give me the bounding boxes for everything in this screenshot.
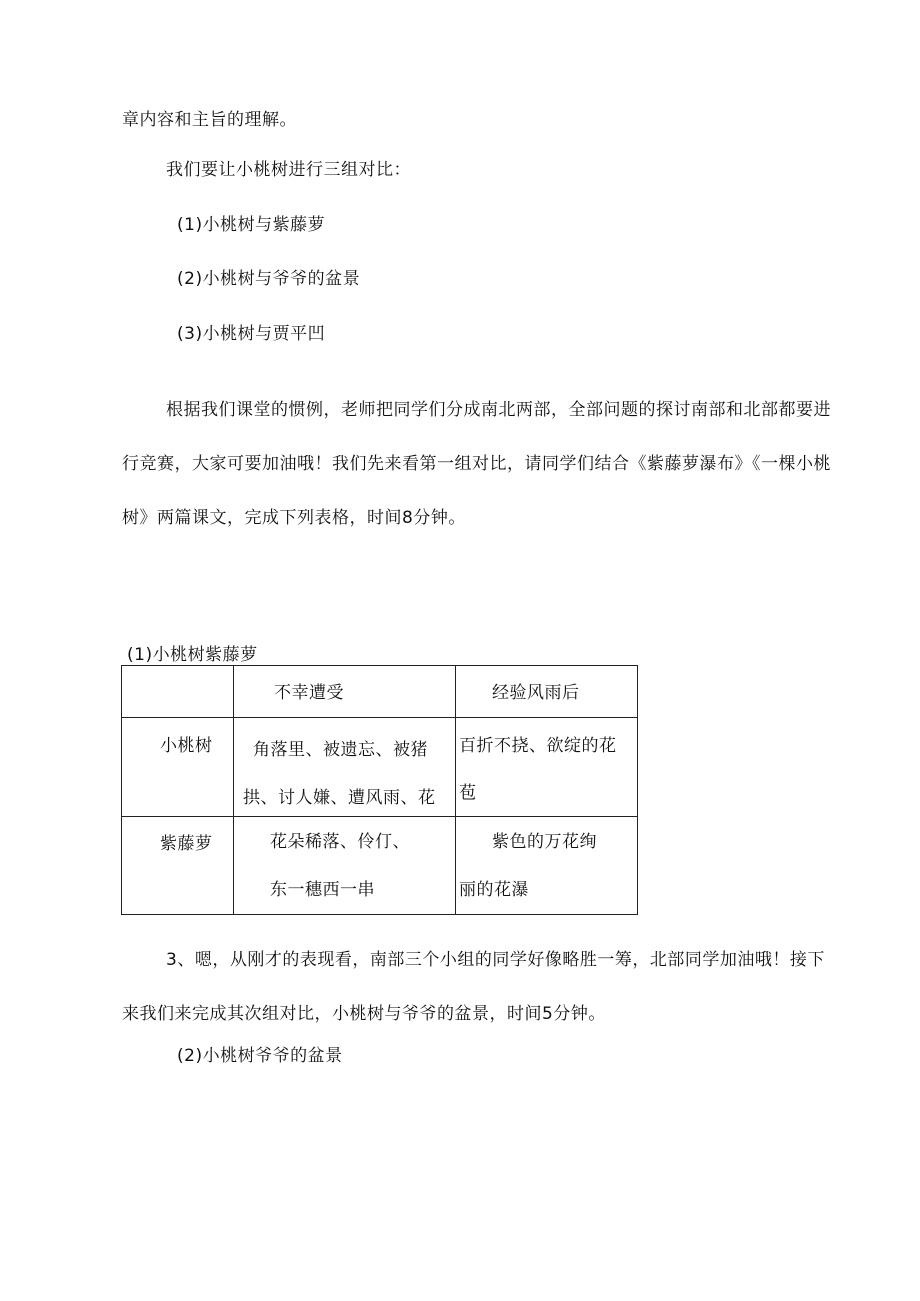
contrast-item-3: (3)小桃树与贾平凹: [177, 324, 326, 344]
cell-line: 花朵稀落、伶仃、: [270, 832, 410, 852]
cell-line: 紫色的万花绚: [492, 832, 597, 852]
row-label-peach-tree: 小桃树: [160, 736, 213, 756]
cell-line: 丽的花瀑: [459, 880, 529, 900]
table-header-cell: [456, 666, 638, 718]
table-header-row: [122, 666, 638, 718]
instruction-paragraph: 根据我们课堂的惯例，老师把同学们分成南北两部，全部问题的探讨南部和北部都要进行竞赛，大家可要加油哦！我们先来看第一组对比，请同学们结合《紫藤萝瀑布》《一棵小桃树》两篇课文，完成下列表格，时间8分钟。: [122, 400, 831, 528]
cell-line: 百折不挠、欲绽的花: [459, 736, 617, 756]
cell-line: 东一穗西一串: [270, 880, 375, 900]
table-cell: [234, 817, 456, 915]
paragraph-3: 3、嗯，从刚才的表现看，南部三个小组的同学好像略胜一筹，北部同学加油哦！接下来我们来完成其次组对比，小桃树与爷爷的盆景，时间5分钟。: [122, 950, 825, 1024]
header-after-storm: 经验风雨后: [492, 683, 580, 703]
contrast-item-2: (2)小桃树与爷爷的盆景: [177, 269, 361, 289]
table-row: [122, 817, 638, 915]
table-cell: [456, 817, 638, 915]
table1-caption: (1)小桃树紫藤萝: [127, 645, 258, 665]
header-misfortune: 不幸遭受: [274, 683, 344, 703]
table-cell: [234, 718, 456, 817]
intro-tail-text: 章内容和主旨的理解。: [122, 110, 297, 130]
table-header-cell: [234, 666, 456, 718]
cell-line: 苞: [459, 783, 477, 803]
table-header-cell: [122, 666, 234, 718]
contrast-item-1: (1)小桃树与紫藤萝: [177, 215, 326, 235]
row-label-wisteria: 紫藤萝: [160, 834, 213, 854]
cell-line: 拱、讨人嫌、遭风雨、花: [243, 788, 436, 808]
comparison-table: [121, 665, 638, 915]
table-cell: [122, 718, 234, 817]
table-cell: [456, 718, 638, 817]
table-row: [122, 718, 638, 817]
table-cell: [122, 817, 234, 915]
cell-line: 角落里、被遗忘、被猪: [253, 740, 428, 760]
table2-caption: (2)小桃树爷爷的盆景: [177, 1046, 343, 1066]
contrast-intro-text: 我们要让小桃树进行三组对比：: [166, 160, 411, 180]
